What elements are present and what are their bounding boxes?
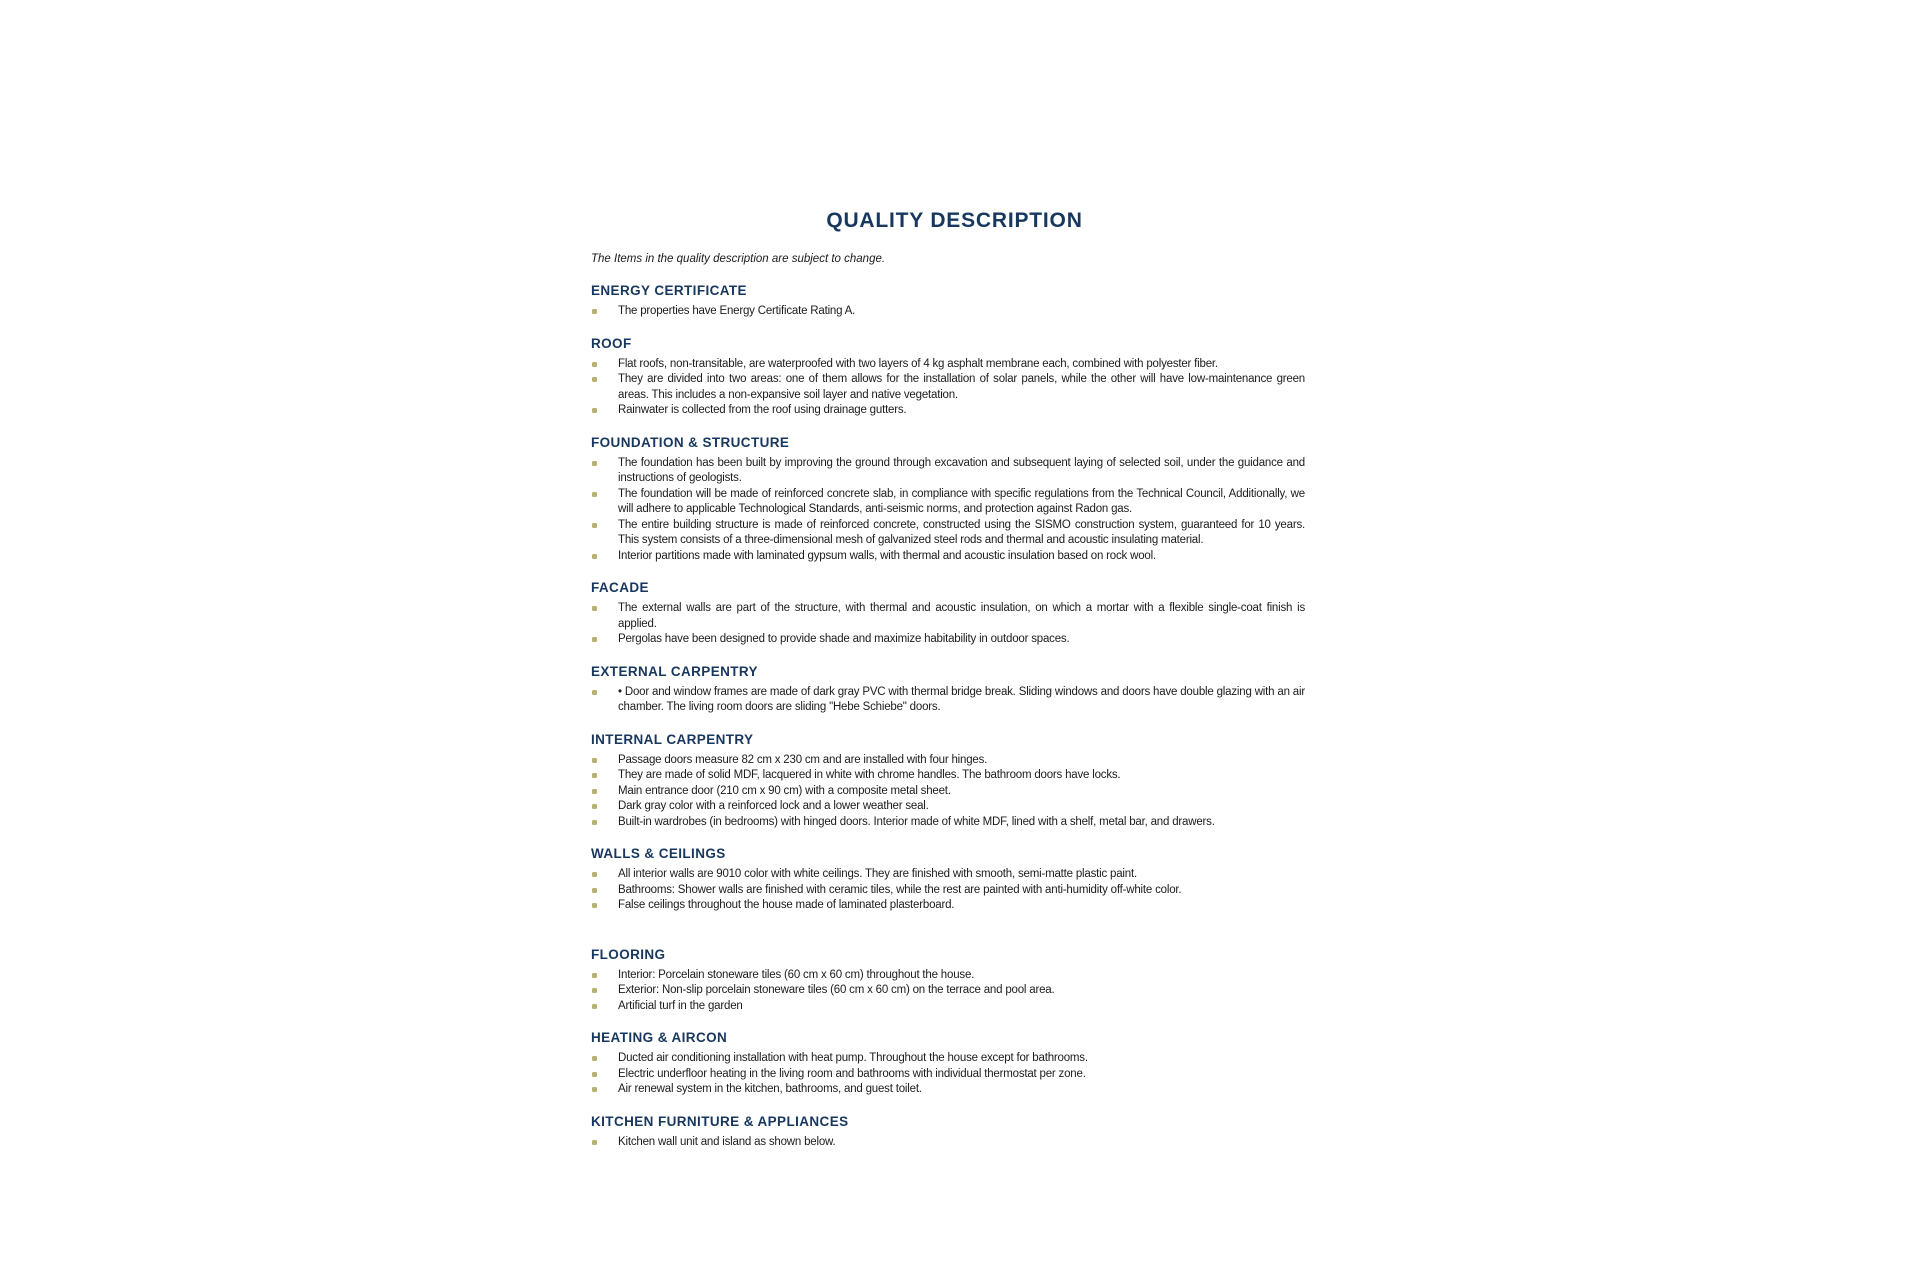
section	[591, 845, 1305, 914]
list-item-text: Bathrooms: Shower walls are finished with ceramic tiles, while the rest are painted with anti-humidity off-white color.	[618, 883, 1182, 896]
list-item	[591, 768, 1305, 784]
bullet-icon	[592, 872, 597, 877]
list-item-text: They are made of solid MDF, lacquered in white with chrome handles. The bathroom doors have locks.	[618, 769, 1121, 781]
section	[591, 434, 1305, 565]
list-item-text: Interior partitions made with laminated gypsum walls, with thermal and acoustic insulation based on rock wool.	[618, 549, 1156, 562]
section-heading: WALLS & CEILINGS	[591, 846, 726, 861]
list-item	[591, 601, 1305, 632]
list-item-text: False ceilings throughout the house made of laminated plasterboard.	[618, 899, 955, 911]
bullet-icon	[592, 606, 597, 611]
section	[591, 282, 1305, 320]
bullet-list	[591, 456, 1305, 565]
bullet-list	[591, 685, 1305, 716]
bullet-icon	[592, 1056, 597, 1061]
list-item	[591, 815, 1305, 831]
section	[591, 335, 1305, 419]
section-heading: KITCHEN FURNITURE & APPLIANCES	[591, 1113, 849, 1129]
bullet-icon	[592, 1004, 597, 1009]
bullet-list	[591, 753, 1305, 831]
list-item-text: All interior walls are 9010 color with white ceilings. They are finished with smooth, semi-matte plastic paint.	[618, 868, 1137, 880]
list-item	[591, 799, 1305, 815]
list-item-text: Exterior: Non-slip porcelain stoneware tiles (60 cm x 60 cm) on the terrace and pool area.	[618, 984, 1055, 996]
list-item	[591, 1135, 1305, 1151]
list-item	[591, 632, 1305, 648]
bullet-icon	[592, 903, 597, 908]
list-item	[591, 968, 1305, 984]
bullet-icon	[592, 888, 597, 893]
section-heading: INTERNAL CARPENTRY	[591, 731, 754, 747]
list-item-text: Main entrance door (210 cm x 90 cm) with a composite metal sheet.	[618, 784, 951, 797]
section	[591, 1113, 1305, 1151]
bullet-icon	[592, 1140, 597, 1145]
section	[591, 663, 1305, 716]
list-item	[591, 1082, 1305, 1098]
list-item	[591, 753, 1305, 769]
list-item	[591, 898, 1305, 914]
list-item	[591, 983, 1305, 999]
list-item	[591, 999, 1305, 1015]
bullet-icon	[592, 408, 597, 413]
list-item-text: They are divided into two areas: one of them allows for the installation of solar panels, while the other will have low-maintenance green areas. This includes a non-expansive soil layer and native vegetation.	[618, 373, 1305, 401]
list-item-text: Air renewal system in the kitchen, bathrooms, and guest toilet.	[618, 1083, 922, 1095]
sections-container	[591, 282, 1305, 1150]
bullet-icon	[592, 758, 597, 763]
disclaimer-text: The Items in the quality description are subject to change.	[591, 253, 886, 265]
bullet-list	[591, 1051, 1305, 1098]
section-heading: FLOORING	[591, 946, 666, 962]
list-item-text: The properties have Energy Certificate Rating A.	[618, 305, 856, 317]
bullet-icon	[592, 789, 597, 794]
list-item-text: Pergolas have been designed to provide shade and maximize habitability in outdoor spaces.	[618, 633, 1070, 645]
list-item	[591, 1051, 1305, 1067]
section-heading: ROOF	[591, 335, 632, 351]
bullet-icon	[592, 492, 597, 497]
list-item-text: Flat roofs, non-transitable, are waterproofed with two layers of 4 kg asphalt membrane each, combined with polyester fiber.	[618, 357, 1218, 370]
list-item	[591, 867, 1305, 883]
bullet-icon	[592, 973, 597, 978]
section-heading: ENERGY CERTIFICATE	[591, 283, 747, 298]
list-item	[591, 456, 1305, 487]
bullet-icon	[592, 523, 597, 528]
bullet-list	[591, 601, 1305, 648]
list-item-text: The foundation will be made of reinforced concrete slab, in compliance with specific regulations from the Technical Council, Additionally, we will adhere to applicable Technological Standards, anti-seismic norms, and protection against Radon gas.	[618, 487, 1305, 515]
bullet-icon	[592, 637, 597, 642]
section	[591, 1029, 1305, 1098]
bullet-icon	[592, 377, 597, 382]
bullet-list	[591, 867, 1305, 914]
list-item	[591, 784, 1305, 800]
list-item	[591, 487, 1305, 518]
bullet-icon	[592, 988, 597, 993]
list-item-text: Dark gray color with a reinforced lock and a lower weather seal.	[618, 800, 929, 812]
bullet-icon	[592, 461, 597, 466]
section-heading: EXTERNAL CARPENTRY	[591, 663, 758, 679]
document-title: QUALITY DESCRIPTION	[826, 209, 1083, 232]
bullet-icon	[592, 554, 597, 559]
bullet-icon	[592, 1072, 597, 1077]
list-item	[591, 403, 1305, 419]
list-item-text: Rainwater is collected from the roof using drainage gutters.	[618, 404, 907, 416]
list-item	[591, 518, 1305, 549]
list-item-text: • Door and window frames are made of dark gray PVC with thermal bridge break. Sliding windows and doors have double glazing with an air chamber. The living room doors are sliding "Hebe Schiebe" doors.	[618, 685, 1305, 713]
list-item-text: The foundation has been built by improving the ground through excavation and subsequent laying of selected soil, under the guidance and instructions of geologists.	[618, 456, 1305, 484]
list-item	[591, 357, 1305, 373]
list-item	[591, 685, 1305, 716]
bullet-icon	[592, 1087, 597, 1092]
list-item-text: Interior: Porcelain stoneware tiles (60 cm x 60 cm) throughout the house.	[618, 968, 975, 981]
bullet-list	[591, 1135, 1305, 1151]
bullet-icon	[592, 362, 597, 367]
bullet-list	[591, 968, 1305, 1015]
bullet-icon	[592, 690, 597, 695]
bullet-icon	[592, 773, 597, 778]
section-heading: FACADE	[591, 580, 649, 595]
list-item-text: Built-in wardrobes (in bedrooms) with hinged doors. Interior made of white MDF, lined with a shelf, metal bar, and drawers.	[618, 815, 1215, 828]
section	[591, 579, 1305, 648]
bullet-list	[591, 304, 1305, 320]
section	[591, 946, 1305, 1015]
list-item-text: Ducted air conditioning installation with heat pump. Throughout the house except for bathrooms.	[618, 1052, 1088, 1064]
section	[591, 731, 1305, 831]
list-item-text: Passage doors measure 82 cm x 230 cm and are installed with four hinges.	[618, 753, 988, 766]
list-item	[591, 549, 1305, 565]
list-item	[591, 1067, 1305, 1083]
list-item-text: Artificial turf in the garden	[618, 999, 743, 1012]
list-item	[591, 372, 1305, 403]
bullet-icon	[592, 804, 597, 809]
section-heading: FOUNDATION & STRUCTURE	[591, 434, 790, 450]
list-item-text: Kitchen wall unit and island as shown below.	[618, 1135, 836, 1148]
bullet-icon	[592, 309, 597, 314]
list-item-text: The entire building structure is made of reinforced concrete, constructed using the SISMO construction system, guaranteed for 10 years. This system consists of a three-dimensional mesh of galvanized steel rods and thermal and acoustic insulating material.	[618, 518, 1305, 546]
section-heading: HEATING & AIRCON	[591, 1030, 728, 1045]
list-item-text: Electric underfloor heating in the living room and bathrooms with individual thermostat per zone.	[618, 1067, 1086, 1080]
list-item	[591, 304, 1305, 320]
list-item	[591, 883, 1305, 899]
bullet-icon	[592, 820, 597, 825]
list-item-text: The external walls are part of the structure, with thermal and acoustic insulation, on which a mortar with a flexible single-coat finish is applied.	[618, 602, 1305, 630]
quality-description-document	[591, 206, 1305, 1150]
bullet-list	[591, 357, 1305, 419]
